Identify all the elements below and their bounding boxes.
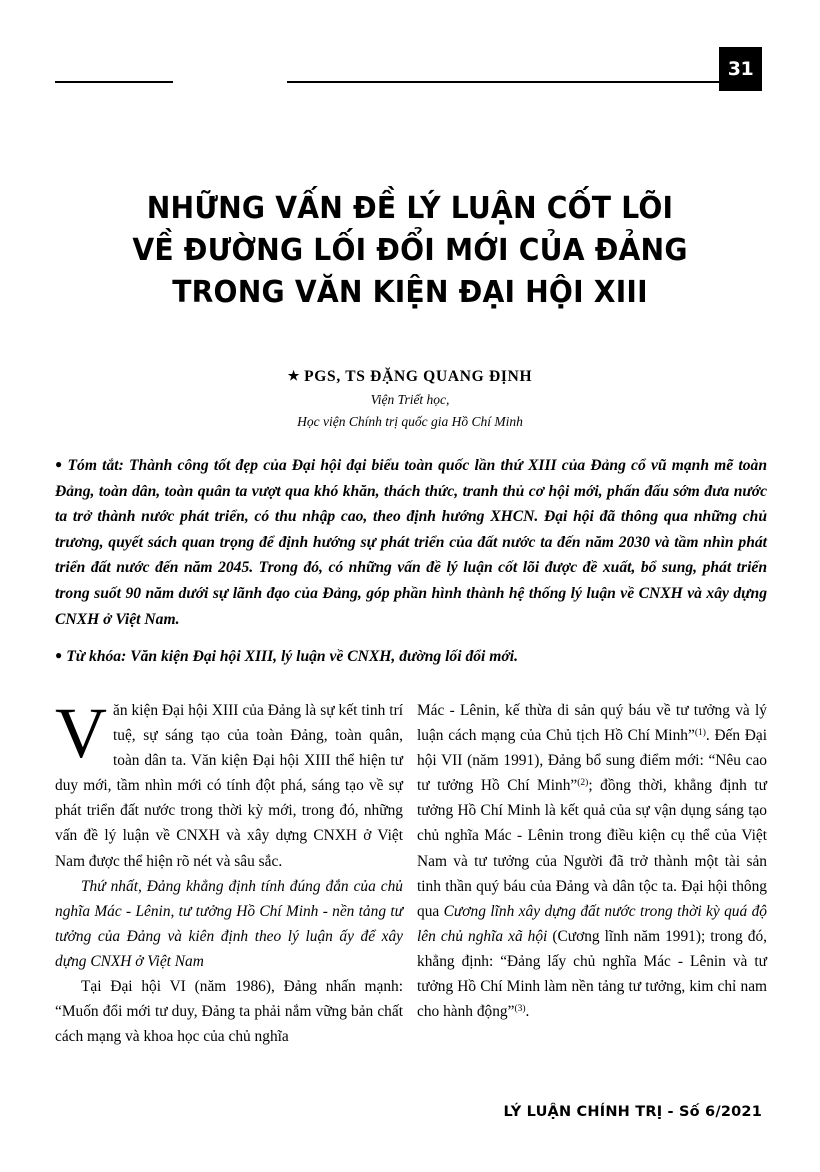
author-name: PGS, TS ĐẶNG QUANG ĐỊNH (304, 368, 533, 385)
abstract-label: Tóm tắt: (67, 457, 124, 474)
page-header (0, 0, 820, 110)
footnote-ref-1: (1) (694, 728, 706, 739)
page-footer: LÝ LUẬN CHÍNH TRỊ - Số 6/2021 (503, 1104, 762, 1120)
paragraph-continuation (417, 698, 767, 1024)
text-run-1: Mác - Lênin, kế thừa di sản quý báu về tư tưởng và lý luận cách mạng của Chủ tịch Hồ Chí Minh” (417, 702, 767, 745)
page-number-badge: 31 (719, 47, 762, 91)
footnote-ref-2: (2) (577, 778, 589, 789)
cited-work-title: Cương lĩnh xây dựng đất nước trong thời kỳ quá độ lên chủ nghĩa xã hội (417, 902, 767, 945)
text-run-2: . Đến Đại hội VII (năm 1991), Đảng bổ sung điểm mới: “Nêu cao tư tưởng Hồ Chí Minh” (417, 727, 768, 795)
paragraph-intro (55, 693, 403, 874)
text-run-4: (Cương lĩnh năm 1991); trong đó, khẳng định: “Đảng lấy chủ nghĩa Mác - Lênin và tư tưởng Hồ Chí Minh làm nền tảng tư tưởng, kim chỉ nam cho hành động” (417, 927, 767, 1021)
author-block (60, 366, 760, 431)
footnote-ref-3: (3) (514, 1004, 526, 1015)
article-title (60, 188, 760, 314)
title-line-1: NHỮNG VẤN ĐỀ LÝ LUẬN CỐT LÕI (146, 191, 674, 226)
abstract-block (55, 452, 767, 632)
author-affiliation-2: Học viện Chính trị quốc gia Hồ Chí Minh (297, 414, 523, 429)
text-run-5: . (525, 1003, 530, 1021)
title-line-3: TRONG VĂN KIỆN ĐẠI HỘI XIII (172, 275, 648, 310)
bullet-icon: ● (55, 648, 63, 662)
paragraph-congress-vi: Tại Đại hội VI (năm 1986), Đảng nhấn mạnh: “Muốn đổi mới tư duy, Đảng ta phải nắm vững bản chất cách mạng và khoa học của chủ nghĩa (55, 978, 403, 1046)
star-icon: ★ (287, 368, 301, 383)
keywords-label: Từ khóa: (66, 648, 127, 665)
title-line-2: VỀ ĐƯỜNG LỐI ĐỔI MỚI CỦA ĐẢNG (132, 233, 688, 268)
header-rule-left (55, 81, 173, 83)
header-rule-right (287, 81, 720, 83)
body-column-right (417, 698, 767, 1024)
paragraph-intro-text: ăn kiện Đại hội XIII của Đảng là sự kết tinh trí tuệ, sự sáng tạo của toàn Đảng, toàn quân, toàn dân ta. Văn kiện Đại hội XIII thể hiện tư duy mới, tầm nhìn mới có tính đột phá, sáng tạo về sự phát triển đất nước trong thời kỳ mới, trong đó, những vấn đề lý luận về CNXH và xây dựng CNXH ở Việt Nam được thể hiện rõ nét và sâu sắc. (55, 702, 403, 870)
keywords-block (55, 643, 767, 670)
author-affiliation-1: Viện Triết học, (370, 392, 450, 407)
paragraph-thesis-first: Thứ nhất, Đảng khẳng định tính đúng đắn của chủ nghĩa Mác - Lênin, tư tưởng Hồ Chí Minh - nền tảng tư tưởng của Đảng và kiên định theo lý luận ấy để xây dựng CNXH ở Việt Nam (55, 877, 403, 970)
text-run-3: ; đồng thời, khẳng định tư tưởng Hồ Chí Minh là kết quả của sự vận dụng sáng tạo chủ nghĩa Mác - Lênin trong điều kiện cụ thể của Việt Nam và tư tưởng của Người đã trở thành một tài sản tinh thần quý báu của Đảng và dân tộc ta. Đại hội thông qua (417, 777, 767, 920)
author-name-line (60, 366, 760, 387)
bullet-icon: ● (55, 457, 64, 471)
drop-cap: V (55, 693, 107, 773)
abstract-text: Thành công tốt đẹp của Đại hội đại biểu toàn quốc lần thứ XIII của Đảng cổ vũ mạnh mẽ toàn Đảng, toàn dân, toàn quân ta vượt qua khó khăn, thách thức, tranh thủ cơ hội mới, phấn đấu sớm đưa nước ta trở thành nước phát triển, có thu nhập cao, theo định hướng XHCN. Đại hội đã thông qua những chủ trương, quyết sách quan trọng để định hướng sự phát triển của đất nước ta đến năm 2030 và tầm nhìn phát triển đất nước đến năm 2045. Trong đó, có những vấn đề lý luận cốt lõi được đề xuất, bổ sung, phát triển trong suốt 90 năm dưới sự lãnh đạo của Đảng, góp phần hình thành hệ thống lý luận về CNXH và xây dựng CNXH ở Việt Nam. (55, 457, 767, 628)
body-column-left (55, 693, 403, 1049)
keywords-text: Văn kiện Đại hội XIII, lý luận về CNXH, đường lối đổi mới. (130, 648, 519, 665)
